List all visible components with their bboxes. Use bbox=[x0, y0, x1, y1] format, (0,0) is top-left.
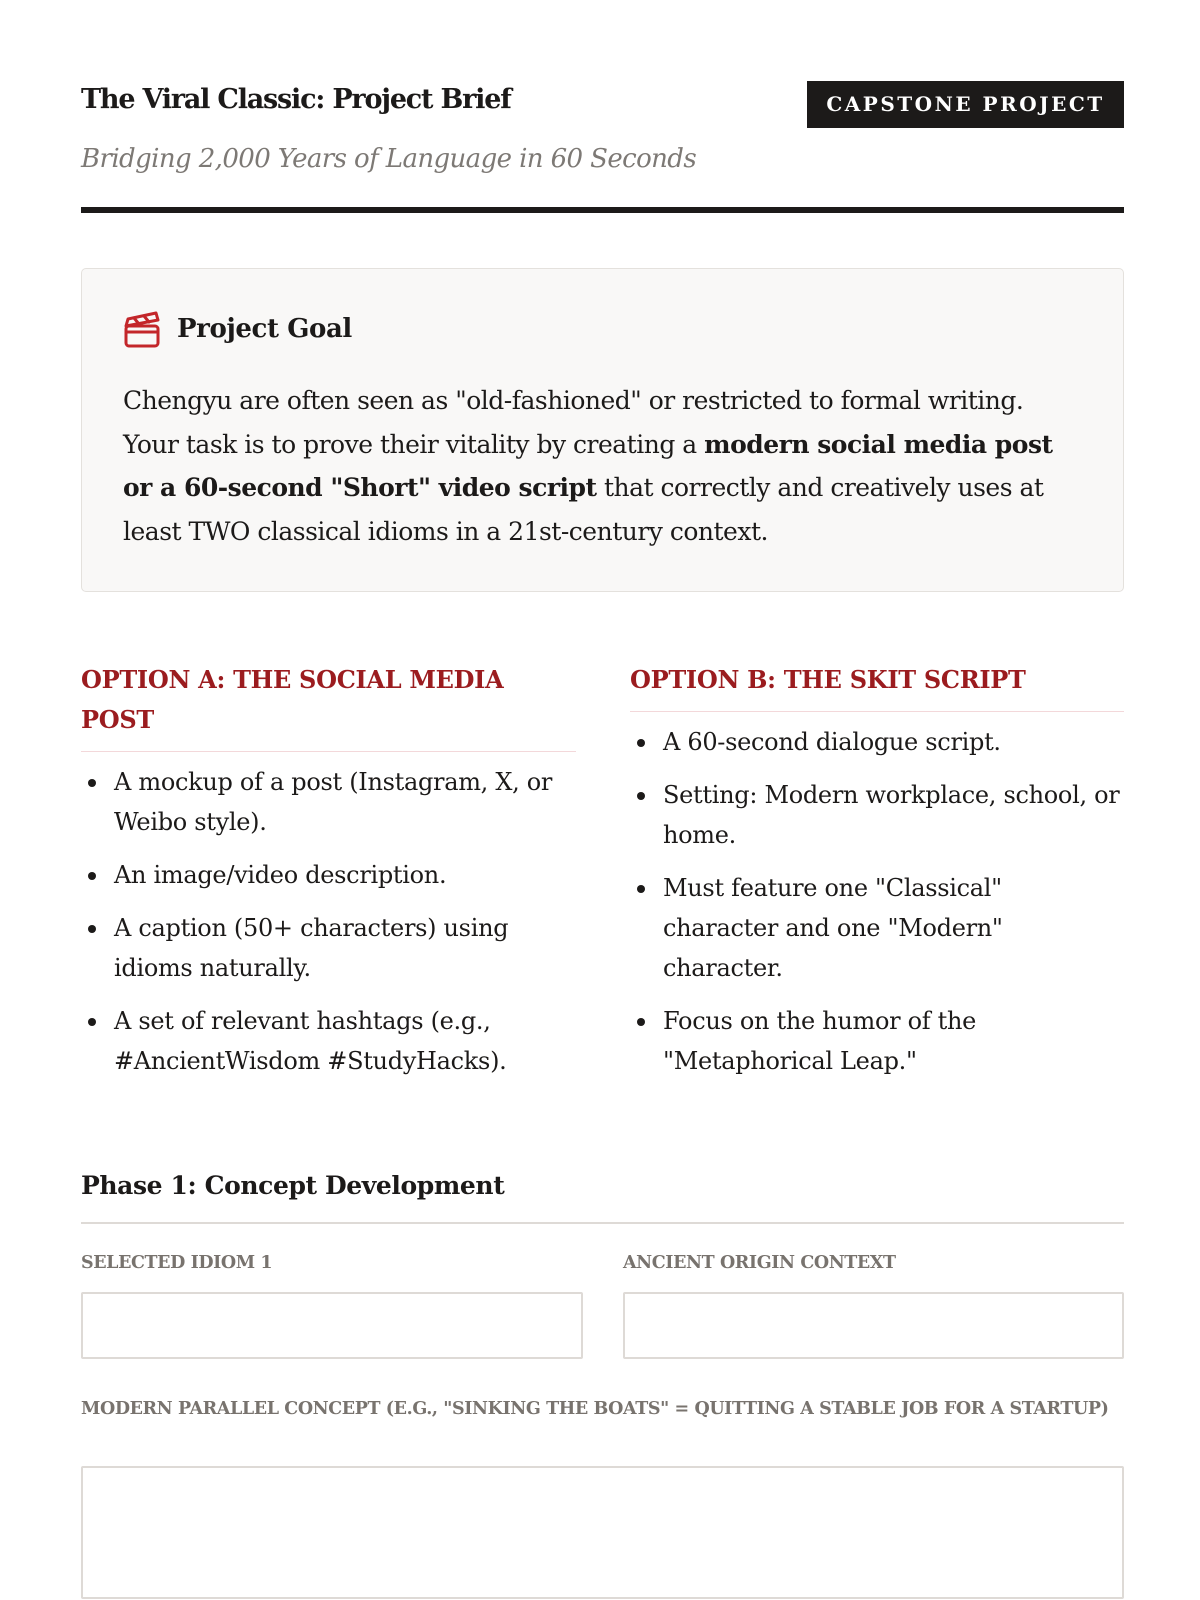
clapperboard-icon bbox=[123, 311, 161, 349]
project-goal-panel bbox=[81, 268, 1124, 592]
option-a-title: OPTION A: THE SOCIAL MEDIA POST bbox=[81, 660, 576, 752]
modern-parallel-concept-label: MODERN PARALLEL CONCEPT (E.G., "SINKING THE BOATS" = QUITTING A STABLE JOB FOR A STARTUP) bbox=[81, 1399, 1109, 1419]
page-title: The Viral Classic: Project Brief bbox=[81, 84, 511, 115]
list-item: Focus on the humor of the "Metaphorical Leap." bbox=[630, 1001, 1124, 1081]
modern-parallel-concept-textarea[interactable] bbox=[81, 1466, 1124, 1599]
ancient-origin-context-input[interactable] bbox=[623, 1292, 1124, 1359]
option-a bbox=[81, 660, 576, 1094]
page-header bbox=[81, 78, 1124, 214]
selected-idiom-1-input[interactable] bbox=[81, 1292, 583, 1359]
list-item: A 60-second dialogue script. bbox=[630, 722, 1124, 762]
option-b-title: OPTION B: THE SKIT SCRIPT bbox=[630, 660, 1124, 712]
list-item: A mockup of a post (Instagram, X, or Weibo style). bbox=[81, 762, 576, 842]
page-subtitle: Bridging 2,000 Years of Language in 60 Seconds bbox=[81, 144, 697, 174]
list-item: Must feature one "Classical" character and one "Modern" character. bbox=[630, 868, 1124, 988]
list-item: Setting: Modern workplace, school, or home. bbox=[630, 775, 1124, 855]
list-item: A set of relevant hashtags (e.g., #AncientWisdom #StudyHacks). bbox=[81, 1001, 576, 1081]
option-b bbox=[630, 660, 1124, 1094]
phase-1-heading: Phase 1: Concept Development bbox=[81, 1171, 505, 1200]
project-goal-heading: Project Goal bbox=[177, 314, 352, 344]
goal-text-outro: that correctly and creatively uses at least TWO classical idioms in a 21st-century context. bbox=[123, 473, 1044, 546]
phase-1-divider bbox=[81, 1222, 1124, 1224]
project-goal-text bbox=[123, 379, 1083, 553]
list-item: A caption (50+ characters) using idioms naturally. bbox=[81, 908, 576, 988]
ancient-origin-context-label: ANCIENT ORIGIN CONTEXT bbox=[623, 1253, 896, 1273]
list-item: An image/video description. bbox=[81, 855, 576, 895]
selected-idiom-1-label: SELECTED IDIOM 1 bbox=[81, 1253, 273, 1273]
option-a-list bbox=[81, 762, 576, 1081]
goal-text-emphasis: modern social media post or a 60-second "Short" video script bbox=[123, 429, 1053, 502]
goal-text-intro: Chengyu are often seen as "old-fashioned" or restricted to formal writing. Your task is to prove their vitality by creating a bbox=[123, 386, 1024, 459]
header-divider bbox=[81, 207, 1124, 213]
option-b-list bbox=[630, 722, 1124, 1081]
capstone-badge: CAPSTONE PROJECT bbox=[807, 81, 1124, 128]
